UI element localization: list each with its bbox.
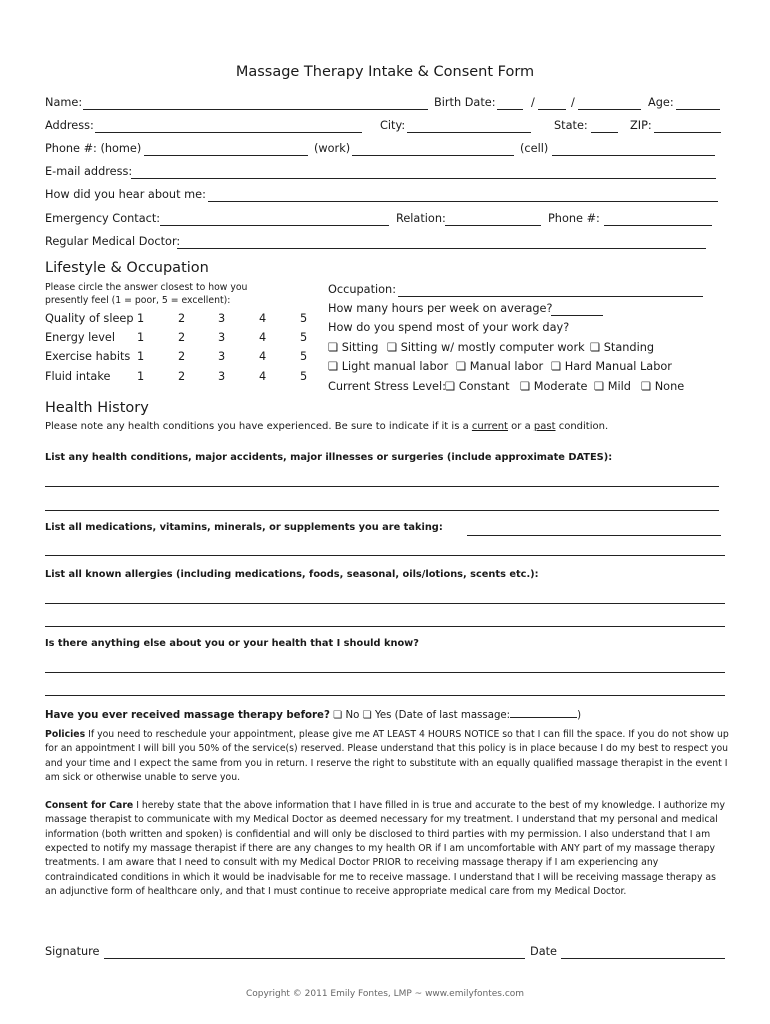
option-hard-manual[interactable] xyxy=(551,360,672,373)
rating-option[interactable]: 3 xyxy=(218,331,226,344)
rating-option[interactable]: 4 xyxy=(259,312,267,325)
checkbox-icon[interactable] xyxy=(333,710,342,721)
address-label: Address: xyxy=(45,119,94,132)
rating-option[interactable]: 2 xyxy=(178,350,186,363)
health-note-current: current xyxy=(471,421,508,432)
phone-home-field[interactable] xyxy=(144,155,308,156)
allergies-line[interactable] xyxy=(45,603,725,604)
rating-option[interactable]: 4 xyxy=(259,350,267,363)
option-sitting[interactable] xyxy=(328,341,378,354)
rating-option[interactable]: 1 xyxy=(137,331,145,344)
no-label: No xyxy=(345,710,360,721)
policies-label: Policies xyxy=(45,729,86,740)
option-standing[interactable] xyxy=(590,341,654,354)
checkbox-icon xyxy=(456,360,466,373)
emergency-phone-label: Phone #: xyxy=(548,212,600,225)
checkbox-icon xyxy=(641,380,651,393)
conditions-line[interactable] xyxy=(45,510,719,511)
form-title: Massage Therapy Intake & Consent Form xyxy=(235,64,535,80)
policies-paragraph xyxy=(45,728,730,785)
yes-close: ) xyxy=(577,710,582,721)
hours-field[interactable] xyxy=(551,315,603,316)
email-label: E-mail address: xyxy=(45,165,133,178)
allergies-question: List all known allergies (including medications, foods, seasonal, oils/lotions, scents etc.): xyxy=(45,569,539,580)
option-sitting-computer[interactable] xyxy=(387,341,585,354)
relation-field[interactable] xyxy=(445,225,541,226)
age-label: Age: xyxy=(648,96,674,109)
medications-field[interactable] xyxy=(467,535,721,536)
checkbox-icon xyxy=(594,380,604,393)
checkbox-icon xyxy=(520,380,530,393)
option-label: Light manual labor xyxy=(341,360,449,373)
rating-label: Fluid intake xyxy=(45,370,111,383)
option-light-manual[interactable] xyxy=(328,360,448,373)
signature-label: Signature xyxy=(45,945,100,958)
last-massage-date-field[interactable] xyxy=(510,708,577,718)
birth-day-field[interactable] xyxy=(538,109,566,110)
footer-copyright: Copyright © 2011 Emily Fontes, LMP ~ www.emilyfontes.com xyxy=(245,989,525,999)
phone-cell-label: (cell) xyxy=(520,142,549,155)
health-note-suffix: condition. xyxy=(558,421,609,432)
phone-work-label: (work) xyxy=(314,142,351,155)
rating-option[interactable]: 4 xyxy=(259,331,267,344)
option-label: Sitting w/ mostly computer work xyxy=(400,341,585,354)
anything-else-line[interactable] xyxy=(45,672,725,673)
hear-label: How did you hear about me: xyxy=(45,188,206,201)
zip-field[interactable] xyxy=(654,132,721,133)
stress-none[interactable] xyxy=(641,380,684,393)
emergency-label: Emergency Contact: xyxy=(45,212,161,225)
rating-label: Quality of sleep xyxy=(45,312,134,325)
conditions-question: List any health conditions, major accidents, major illnesses or surgeries (include approximate DATES): xyxy=(45,452,613,463)
doctor-field[interactable] xyxy=(177,248,706,249)
rating-option[interactable]: 2 xyxy=(178,331,186,344)
rating-option[interactable]: 1 xyxy=(137,370,145,383)
health-note-past: past xyxy=(533,421,556,432)
rating-option[interactable]: 5 xyxy=(300,350,308,363)
occupation-field[interactable] xyxy=(398,296,703,297)
hear-field[interactable] xyxy=(208,201,718,202)
conditions-line[interactable] xyxy=(45,486,719,487)
city-field[interactable] xyxy=(407,132,531,133)
relation-label: Relation: xyxy=(396,212,446,225)
workday-question: How do you spend most of your work day? xyxy=(328,321,570,334)
rating-option[interactable]: 2 xyxy=(178,370,186,383)
option-manual[interactable] xyxy=(456,360,543,373)
health-note-or: or a xyxy=(511,421,531,432)
state-label: State: xyxy=(554,119,588,132)
phone-work-field[interactable] xyxy=(352,155,514,156)
emergency-field[interactable] xyxy=(160,225,389,226)
consent-label: Consent for Care xyxy=(45,800,134,811)
name-label: Name: xyxy=(45,96,83,109)
health-heading: Health History xyxy=(45,400,149,416)
birth-month-field[interactable] xyxy=(497,109,523,110)
rating-label: Exercise habits xyxy=(45,350,131,363)
allergies-line[interactable] xyxy=(45,626,725,627)
consent-paragraph xyxy=(45,799,730,899)
rating-label: Energy level xyxy=(45,331,116,344)
rating-option[interactable]: 5 xyxy=(300,331,308,344)
rating-option[interactable]: 3 xyxy=(218,350,226,363)
stress-label: Current Stress Level: xyxy=(328,380,446,393)
option-label: Sitting xyxy=(341,341,379,354)
yes-label: Yes (Date of last massage: xyxy=(375,710,511,721)
consent-text: I hereby state that the above information that I have filled in is true and accurate to the best of my knowledge. I authorize my massage therapist to communicate with my Medical Doctor as deemed necessary for my treatment. I understand that my personal and medical information (both written and spoken) is confidential and will only be disclosed to third parties with my permission. I also understand that I am expected to notify my massage therapist if there are any changes to my health OR if I am uncomfortable with ANY part of my massage therapy treatments. I am aware that I need to consult with my Medical Doctor PRIOR to receiving massage therapy if I am experiencing any contraindicated conditions in which it would be inadvisable for me to receive massage. I understand that I will be receiving massage therapy as an adjunctive form of healthcare only, and that I must continue to receive appropriate medical care from my Medical Doctor. xyxy=(45,800,725,898)
rating-option[interactable]: 5 xyxy=(300,370,308,383)
emergency-phone-field[interactable] xyxy=(604,225,712,226)
option-label: Hard Manual Labor xyxy=(564,360,672,373)
medications-question: List all medications, vitamins, minerals, or supplements you are taking: xyxy=(45,522,443,533)
rating-option[interactable]: 2 xyxy=(178,312,186,325)
checkbox-icon[interactable] xyxy=(363,710,372,721)
occupation-label: Occupation: xyxy=(328,283,397,296)
stress-mild[interactable] xyxy=(594,380,631,393)
email-field[interactable] xyxy=(131,178,716,179)
anything-else-line[interactable] xyxy=(45,695,725,696)
massage-question: Have you ever received massage therapy before? xyxy=(45,710,330,721)
address-field[interactable] xyxy=(95,132,362,133)
rating-option[interactable]: 5 xyxy=(300,312,308,325)
checkbox-icon xyxy=(445,380,455,393)
rating-option[interactable]: 1 xyxy=(137,312,145,325)
anything-else-question: Is there anything else about you or your health that I should know? xyxy=(45,638,419,649)
medications-line[interactable] xyxy=(45,555,725,556)
name-field[interactable] xyxy=(83,109,428,110)
rating-option[interactable]: 4 xyxy=(259,370,267,383)
checkbox-icon xyxy=(387,341,397,354)
checkbox-icon xyxy=(590,341,600,354)
massage-question-row xyxy=(45,708,581,721)
date-separator: / xyxy=(531,96,535,109)
stress-constant[interactable] xyxy=(445,380,510,393)
city-label: City: xyxy=(380,119,406,132)
rating-option[interactable]: 1 xyxy=(137,350,145,363)
phone-cell-field[interactable] xyxy=(552,155,715,156)
checkbox-icon xyxy=(328,360,338,373)
zip-label: ZIP: xyxy=(630,119,652,132)
hours-label: How many hours per week on average? xyxy=(328,302,553,315)
lifestyle-heading: Lifestyle & Occupation xyxy=(45,260,209,276)
option-label: Manual labor xyxy=(469,360,544,373)
option-label: Constant xyxy=(458,380,510,393)
checkbox-icon xyxy=(551,360,561,373)
rating-option[interactable]: 3 xyxy=(218,370,226,383)
stress-moderate[interactable] xyxy=(520,380,587,393)
option-label: None xyxy=(654,380,685,393)
lifestyle-instruction: presently feel (1 = poor, 5 = excellent): xyxy=(45,295,231,306)
birth-year-field[interactable] xyxy=(578,109,641,110)
phone-home-label: Phone #: (home) xyxy=(45,142,142,155)
birth-date-label: Birth Date: xyxy=(434,96,496,109)
option-label: Moderate xyxy=(533,380,588,393)
policies-text: If you need to reschedule your appointment, please give me AT LEAST 4 HOURS NOTICE so that I can fill the space. If you do not show up for an appointment I will bill you 50% of the service(s) reserved. Please understand that this policy is in place because I do my best to respect you and your time and I expect the same from you in return. I reserve the right to substitute with an equally qualified massage therapist in the event I am sick or otherwise unable to serve you. xyxy=(45,729,729,784)
age-field[interactable] xyxy=(676,109,720,110)
date-field[interactable] xyxy=(561,958,725,959)
date-label: Date xyxy=(530,945,558,958)
state-field[interactable] xyxy=(591,132,618,133)
checkbox-icon xyxy=(328,341,338,354)
health-note-text: Please note any health conditions you have experienced. Be sure to indicate if it is a xyxy=(45,421,469,432)
doctor-label: Regular Medical Doctor: xyxy=(45,235,181,248)
rating-option[interactable]: 3 xyxy=(218,312,226,325)
option-label: Mild xyxy=(607,380,631,393)
date-separator: / xyxy=(571,96,575,109)
signature-field[interactable] xyxy=(104,958,525,959)
lifestyle-instruction: Please circle the answer closest to how you xyxy=(45,282,248,293)
option-label: Standing xyxy=(603,341,655,354)
health-note xyxy=(45,421,608,432)
